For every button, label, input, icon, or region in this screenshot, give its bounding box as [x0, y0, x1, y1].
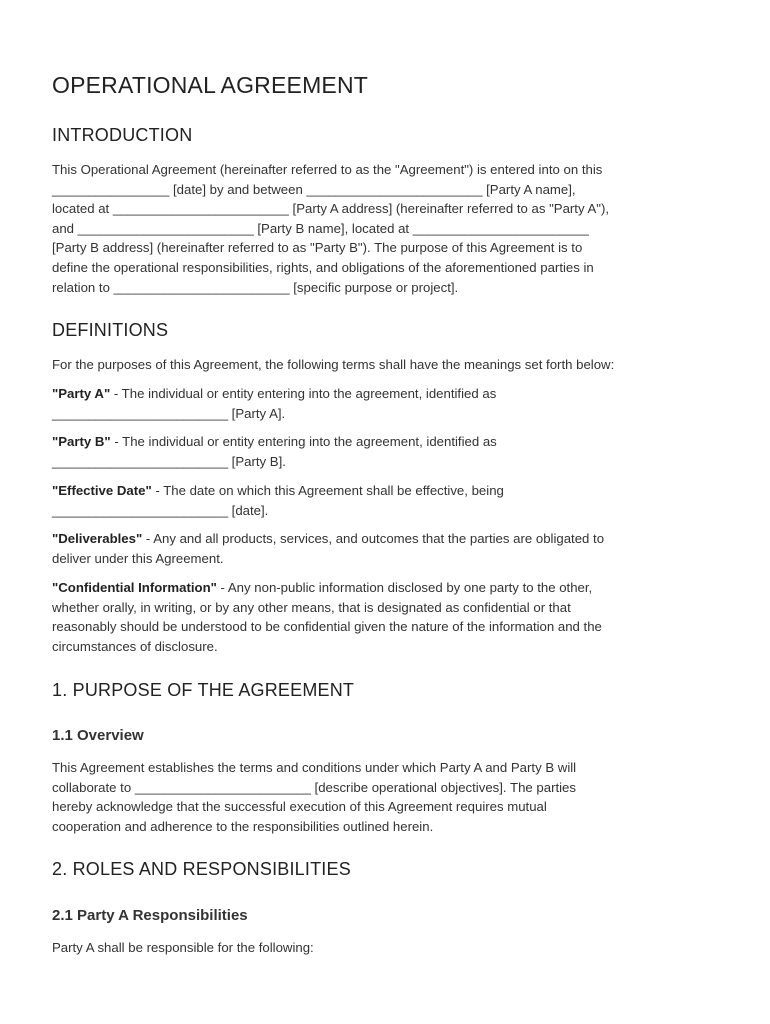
section-2-1-paragraph: [52, 938, 722, 958]
paragraph-line: cooperation and adherence to the responsibilities outlined herein.: [52, 818, 434, 834]
paragraph-line: This Agreement establishes the terms and conditions under which Party A and Party B will: [52, 760, 577, 775]
definition-line: deliver under this Agreement.: [52, 550, 224, 566]
definition-line: whether orally, in writing, or by any other means, that is designated as confidential or that: [52, 599, 571, 615]
definition-first-line: [52, 481, 722, 501]
definition-text: - The date on which this Agreement shall be effective, being: [151, 483, 504, 498]
definition-confidential-information: [52, 578, 722, 656]
definition-term: "Deliverables": [52, 531, 143, 546]
definition-line: ________________________ [date].: [52, 502, 269, 518]
definition-party-b: [52, 432, 722, 471]
section-2-heading: 2. ROLES AND RESPONSIBILITIES: [52, 859, 351, 879]
definitions-intro: For the purposes of this Agreement, the following terms shall have the meanings set forth below:: [52, 357, 615, 372]
definition-text: - The individual or entity entering into the agreement, identified as: [110, 386, 497, 401]
introduction-paragraph: [52, 160, 722, 297]
definition-line: circumstances of disclosure.: [52, 638, 218, 654]
definition-party-a: [52, 384, 722, 423]
paragraph-line: Party A shall be responsible for the following:: [52, 940, 314, 955]
definition-term: "Confidential Information": [52, 580, 217, 595]
section-1-heading: 1. PURPOSE OF THE AGREEMENT: [52, 680, 355, 700]
definition-term: "Party A": [52, 386, 111, 401]
definition-first-line: [52, 384, 722, 404]
paragraph-line: hereby acknowledge that the successful execution of this Agreement requires mutual: [52, 799, 547, 815]
section-1-1-heading: 1.1 Overview: [52, 727, 144, 744]
definition-first-line: [52, 432, 722, 452]
introduction-line: ________________ [date] by and between ________________________ [Party A name],: [52, 181, 576, 197]
definition-first-line: [52, 529, 722, 549]
definition-text: - Any non-public information disclosed by one party to the other,: [216, 580, 593, 595]
introduction-line: and ________________________ [Party B name], located at ________________________: [52, 220, 589, 236]
introduction-line: define the operational responsibilities, rights, and obligations of the aforementioned parties in: [52, 259, 594, 275]
definition-deliverables: [52, 529, 722, 568]
introduction-line: located at ________________________ [Party A address] (hereinafter referred to as "Party A"),: [52, 201, 610, 217]
definition-line: reasonably should be understood to be confidential given the nature of the information and the: [52, 619, 602, 635]
introduction-line: [Party B address] (hereinafter referred to as "Party B"). The purpose of this Agreement is to: [52, 240, 583, 256]
definition-line: ________________________ [Party B].: [52, 453, 286, 469]
definition-first-line: [52, 578, 722, 598]
definition-line: ________________________ [Party A].: [52, 405, 286, 421]
section-2-1-heading: 2.1 Party A Responsibilities: [52, 907, 248, 924]
document-title: OPERATIONAL AGREEMENT: [52, 72, 369, 98]
definitions-heading: DEFINITIONS: [52, 320, 169, 340]
definition-text: - The individual or entity entering into the agreement, identified as: [110, 434, 497, 449]
introduction-line: This Operational Agreement (hereinafter referred to as the "Agreement") is entered into on this: [52, 162, 603, 177]
introduction-heading: INTRODUCTION: [52, 125, 193, 145]
definition-term: "Effective Date": [52, 483, 152, 498]
definition-text: - Any and all products, services, and outcomes that the parties are obligated to: [142, 531, 605, 546]
definition-term: "Party B": [52, 434, 111, 449]
introduction-line: relation to ________________________ [specific purpose or project].: [52, 279, 459, 295]
definition-effective-date: [52, 481, 722, 520]
section-1-1-paragraph: [52, 758, 722, 836]
paragraph-line: collaborate to ________________________ [describe operational objectives]. The parties: [52, 779, 576, 795]
